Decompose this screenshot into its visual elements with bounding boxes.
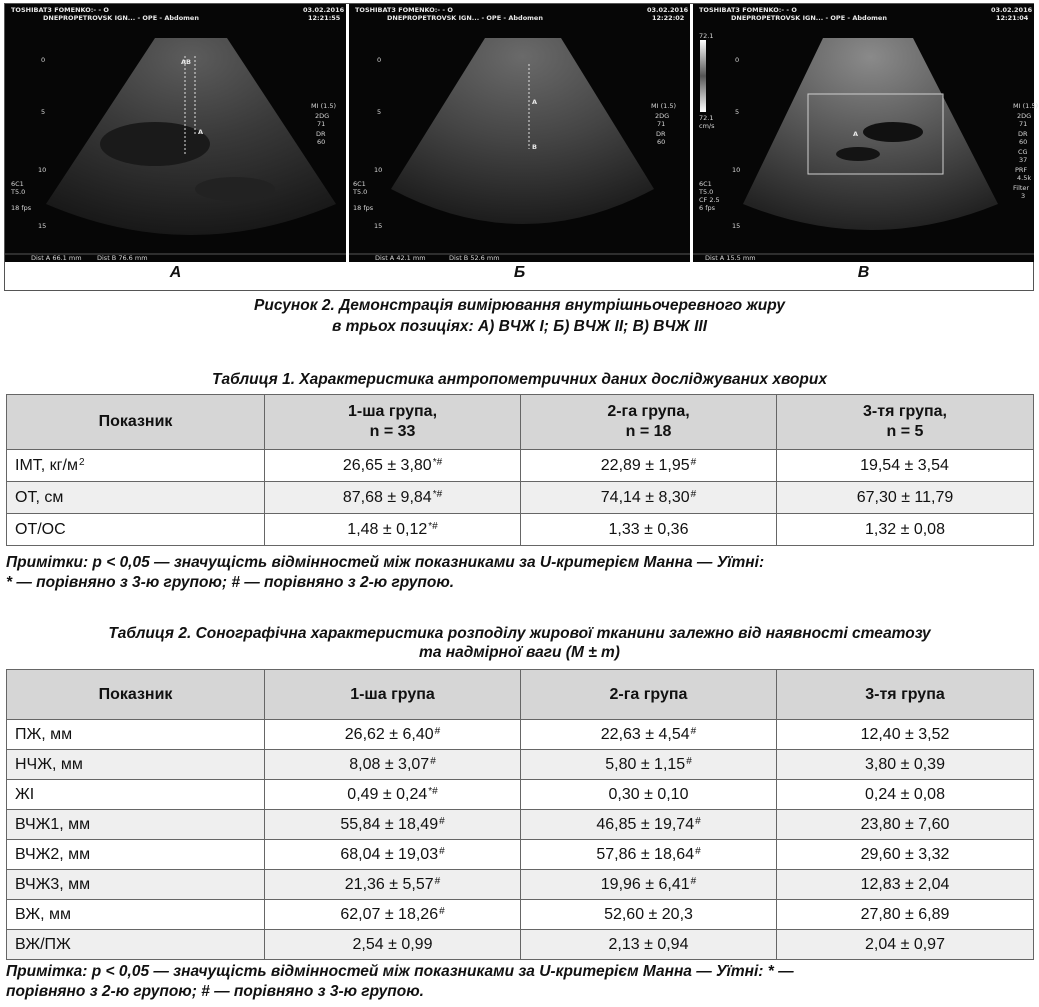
marker-label: A — [853, 130, 859, 138]
side-param: Filter — [1013, 184, 1030, 192]
row-label: ОТ/ОС — [7, 514, 265, 546]
side-param: PRF — [1015, 166, 1028, 174]
table-cell: 1,48 ± 0,12*# — [265, 514, 521, 546]
column-header: 2-га група, n = 18 — [521, 395, 777, 450]
measure-a: Dist A 66.1 mm — [31, 254, 82, 262]
side-param: 2DG — [655, 112, 670, 120]
column-header: 1-ша група, n = 33 — [265, 395, 521, 450]
panel-brand: TOSHIBA — [11, 6, 44, 14]
side-param: 71 — [1019, 120, 1028, 128]
side-param: DR — [656, 130, 666, 138]
measure-a: Dist A 42.1 mm — [375, 254, 426, 262]
table-cell: 12,40 ± 3,52 — [777, 720, 1034, 750]
table-cell: 2,54 ± 0,99 — [265, 930, 521, 960]
table-cell: 68,04 ± 19,03# — [265, 840, 521, 870]
table-cell: 22,63 ± 4,54# — [521, 720, 777, 750]
table-cell: 52,60 ± 20,3 — [521, 900, 777, 930]
table-cell: 57,86 ± 18,64# — [521, 840, 777, 870]
column-header: 3-тя група — [777, 670, 1034, 720]
table-cell: 19,96 ± 6,41# — [521, 870, 777, 900]
column-header: 2-га група — [521, 670, 777, 720]
table-cell: 19,54 ± 3,54 — [777, 450, 1034, 482]
panel-date: 03.02.2016 — [647, 6, 689, 14]
scale-bottom: 72.1 — [699, 114, 714, 122]
panel-date: 03.02.2016 — [991, 6, 1033, 14]
probe-param: 6C1 — [353, 180, 366, 188]
table-header-row — [7, 670, 1034, 720]
table-row — [7, 810, 1034, 840]
table-row — [7, 870, 1034, 900]
row-label: НЧЖ, мм — [7, 750, 265, 780]
marker-label: B — [532, 143, 537, 151]
table2-title-line1: Таблиця 2. Сонографічна характеристика розподілу жирової тканини залежно від наявності стеатозу — [108, 625, 931, 642]
probe-param: CF 2.5 — [699, 196, 720, 204]
scale-top: 72.1 — [699, 32, 714, 40]
depth-tick: 15 — [38, 222, 47, 230]
probe-param: 6C1 — [11, 180, 24, 188]
side-param: MI (1.5) — [1013, 102, 1039, 110]
table-cell: 26,65 ± 3,80*# — [265, 450, 521, 482]
side-param: 71 — [317, 120, 326, 128]
table-cell: 2,13 ± 0,94 — [521, 930, 777, 960]
panel-site: DNEPROPETROVSK IGN... - OPE - Abdomen — [387, 14, 543, 22]
table-cell: 87,68 ± 9,84*# — [265, 482, 521, 514]
table-row — [7, 720, 1034, 750]
table1-title: Таблиця 1. Характеристика антропометричних даних досліджуваних хворих — [212, 371, 827, 388]
marker-label: A — [532, 98, 538, 106]
velocity-scale — [700, 40, 706, 112]
row-label: ВЧЖ2, мм — [7, 840, 265, 870]
probe-param: 18 fps — [11, 204, 32, 212]
panel-patient: T3 FOMENKO:- - O — [43, 6, 109, 14]
probe-param: 18 fps — [353, 204, 374, 212]
side-param: 71 — [657, 120, 666, 128]
column-header: 3-тя група, n = 5 — [777, 395, 1034, 450]
table-cell: 55,84 ± 18,49# — [265, 810, 521, 840]
panel-time: 12:22:02 — [652, 14, 685, 22]
table-row — [7, 900, 1034, 930]
measure-a: Dist A 15.5 mm — [705, 254, 756, 262]
figure-caption-line1: Рисунок 2. Демонстрація вимірювання внутрішньочеревного жиру — [254, 297, 785, 314]
row-label: ІМТ, $кг/м^2$ — [7, 450, 265, 482]
table-cell: 27,80 ± 6,89 — [777, 900, 1034, 930]
side-param: 60 — [657, 138, 666, 146]
table-cell: 23,80 ± 7,60 — [777, 810, 1034, 840]
table-cell: 26,62 ± 6,40# — [265, 720, 521, 750]
marker-label: AB — [181, 58, 191, 66]
table-row — [7, 482, 1034, 514]
table-cell: 21,36 ± 5,57# — [265, 870, 521, 900]
table-cell: 5,80 ± 1,15# — [521, 750, 777, 780]
panel-date: 03.02.2016 — [303, 6, 345, 14]
row-label: ВЖ, мм — [7, 900, 265, 930]
dark-organ-shape — [100, 122, 210, 166]
column-header: 1-ша група — [265, 670, 521, 720]
column-header: Показник — [7, 670, 265, 720]
ultrasound-figure — [4, 3, 1039, 291]
table-cell: 62,07 ± 18,26# — [265, 900, 521, 930]
panel-time: 12:21:04 — [996, 14, 1029, 22]
table-cell: 46,85 ± 19,74# — [521, 810, 777, 840]
depth-tick: 0 — [735, 56, 740, 64]
side-param: 60 — [1019, 138, 1028, 146]
table-cell: 0,24 ± 0,08 — [777, 780, 1034, 810]
row-label: ВЖ/ПЖ — [7, 930, 265, 960]
table-cell: 67,30 ± 11,79 — [777, 482, 1034, 514]
measure-b: Dist B 76.6 mm — [97, 254, 148, 262]
panel-patient: T3 FOMENKO:- - O — [387, 6, 453, 14]
table1-note-line2: * — порівняно з 3-ю групою; # — порівняно з 2-ю групою. — [6, 574, 455, 591]
table2-note-line2: порівняно з 2-ю групою; # — порівняно з 3-ю групою. — [6, 983, 424, 1000]
depth-tick: 0 — [41, 56, 46, 64]
table2-title-line2: та надмірної ваги (M ± m) — [419, 644, 620, 661]
table-cell: 0,30 ± 0,10 — [521, 780, 777, 810]
vessel-shape — [863, 122, 923, 142]
dark-organ-shape — [195, 177, 275, 201]
side-param: 2DG — [315, 112, 330, 120]
probe-param: 6C1 — [699, 180, 712, 188]
ultrasound-sector — [391, 38, 654, 224]
row-label: ВЧЖ1, мм — [7, 810, 265, 840]
panel-time: 12:21:55 — [308, 14, 341, 22]
row-label: ОТ, см — [7, 482, 265, 514]
table-cell: 12,83 ± 2,04 — [777, 870, 1034, 900]
table-cell: 29,60 ± 3,32 — [777, 840, 1034, 870]
panel-label-a: А — [169, 264, 182, 281]
side-param: 4.5k — [1017, 174, 1032, 182]
side-param: DR — [316, 130, 326, 138]
table1-note-line1: Примітки: р < 0,05 — значущість відмінностей між показниками за U-критерієм Манна — Уїтні: — [6, 554, 765, 571]
depth-tick: 5 — [41, 108, 46, 116]
panel-label-c: В — [857, 264, 870, 281]
panel-brand: TOSHIBA — [355, 6, 388, 14]
panel-label-b: Б — [513, 264, 526, 281]
depth-tick: 10 — [38, 166, 47, 174]
depth-tick: 5 — [735, 108, 740, 116]
table-cell: 2,04 ± 0,97 — [777, 930, 1034, 960]
row-label: ЖІ — [7, 780, 265, 810]
table1 — [6, 394, 1034, 546]
table-cell: 74,14 ± 8,30# — [521, 482, 777, 514]
side-param: 3 — [1021, 192, 1026, 200]
side-param: DR — [1018, 130, 1028, 138]
table-row — [7, 930, 1034, 960]
table-header-row — [7, 395, 1034, 450]
depth-tick: 5 — [377, 108, 382, 116]
figure-caption-line2: в трьох позиціях: А) ВЧЖ I; Б) ВЧЖ II; В) ВЧЖ III — [331, 318, 708, 335]
probe-param: T5.0 — [699, 188, 714, 196]
panel-patient: T3 FOMENKO:- - O — [731, 6, 797, 14]
depth-tick: 10 — [374, 166, 383, 174]
depth-tick: 10 — [732, 166, 741, 174]
panel-brand: TOSHIBA — [699, 6, 732, 14]
ultrasound-panel-b — [349, 4, 690, 262]
table-row — [7, 750, 1034, 780]
table2-note-line1: Примітка: р < 0,05 — значущість відмінностей між показниками за U-критерієм Манна — Уїтні: * — — [6, 963, 794, 980]
side-param: MI (1.5) — [311, 102, 337, 110]
marker-label: A — [198, 128, 204, 136]
table-row — [7, 840, 1034, 870]
table-cell: 1,33 ± 0,36 — [521, 514, 777, 546]
table-cell: 0,49 ± 0,24*# — [265, 780, 521, 810]
table-row — [7, 450, 1034, 482]
row-label: ВЧЖ3, мм — [7, 870, 265, 900]
probe-param: 6 fps — [699, 204, 716, 212]
side-param: MI (1.5) — [651, 102, 677, 110]
column-header: Показник — [7, 395, 265, 450]
table-cell: 8,08 ± 3,07# — [265, 750, 521, 780]
panel-site: DNEPROPETROVSK IGN... - OPE - Abdomen — [43, 14, 199, 22]
scale-unit: cm/s — [699, 122, 715, 130]
depth-tick: 15 — [374, 222, 383, 230]
probe-param: T5.0 — [353, 188, 368, 196]
probe-param: T5.0 — [11, 188, 26, 196]
table-row — [7, 780, 1034, 810]
side-param: CG — [1018, 148, 1028, 156]
table2 — [6, 669, 1034, 960]
side-param: 60 — [317, 138, 326, 146]
vessel-shape — [836, 147, 880, 161]
table-cell: 22,89 ± 1,95# — [521, 450, 777, 482]
table-cell: 1,32 ± 0,08 — [777, 514, 1034, 546]
side-param: 37 — [1019, 156, 1028, 164]
table-cell: 3,80 ± 0,39 — [777, 750, 1034, 780]
ultrasound-panel-c — [693, 4, 1039, 262]
depth-tick: 0 — [377, 56, 382, 64]
ultrasound-panel-a — [5, 4, 346, 262]
side-param: 2DG — [1017, 112, 1032, 120]
panel-site: DNEPROPETROVSK IGN... - OPE - Abdomen — [731, 14, 887, 22]
row-label: ПЖ, мм — [7, 720, 265, 750]
table-row — [7, 514, 1034, 546]
depth-tick: 15 — [732, 222, 741, 230]
measure-b: Dist B 52.6 mm — [449, 254, 500, 262]
